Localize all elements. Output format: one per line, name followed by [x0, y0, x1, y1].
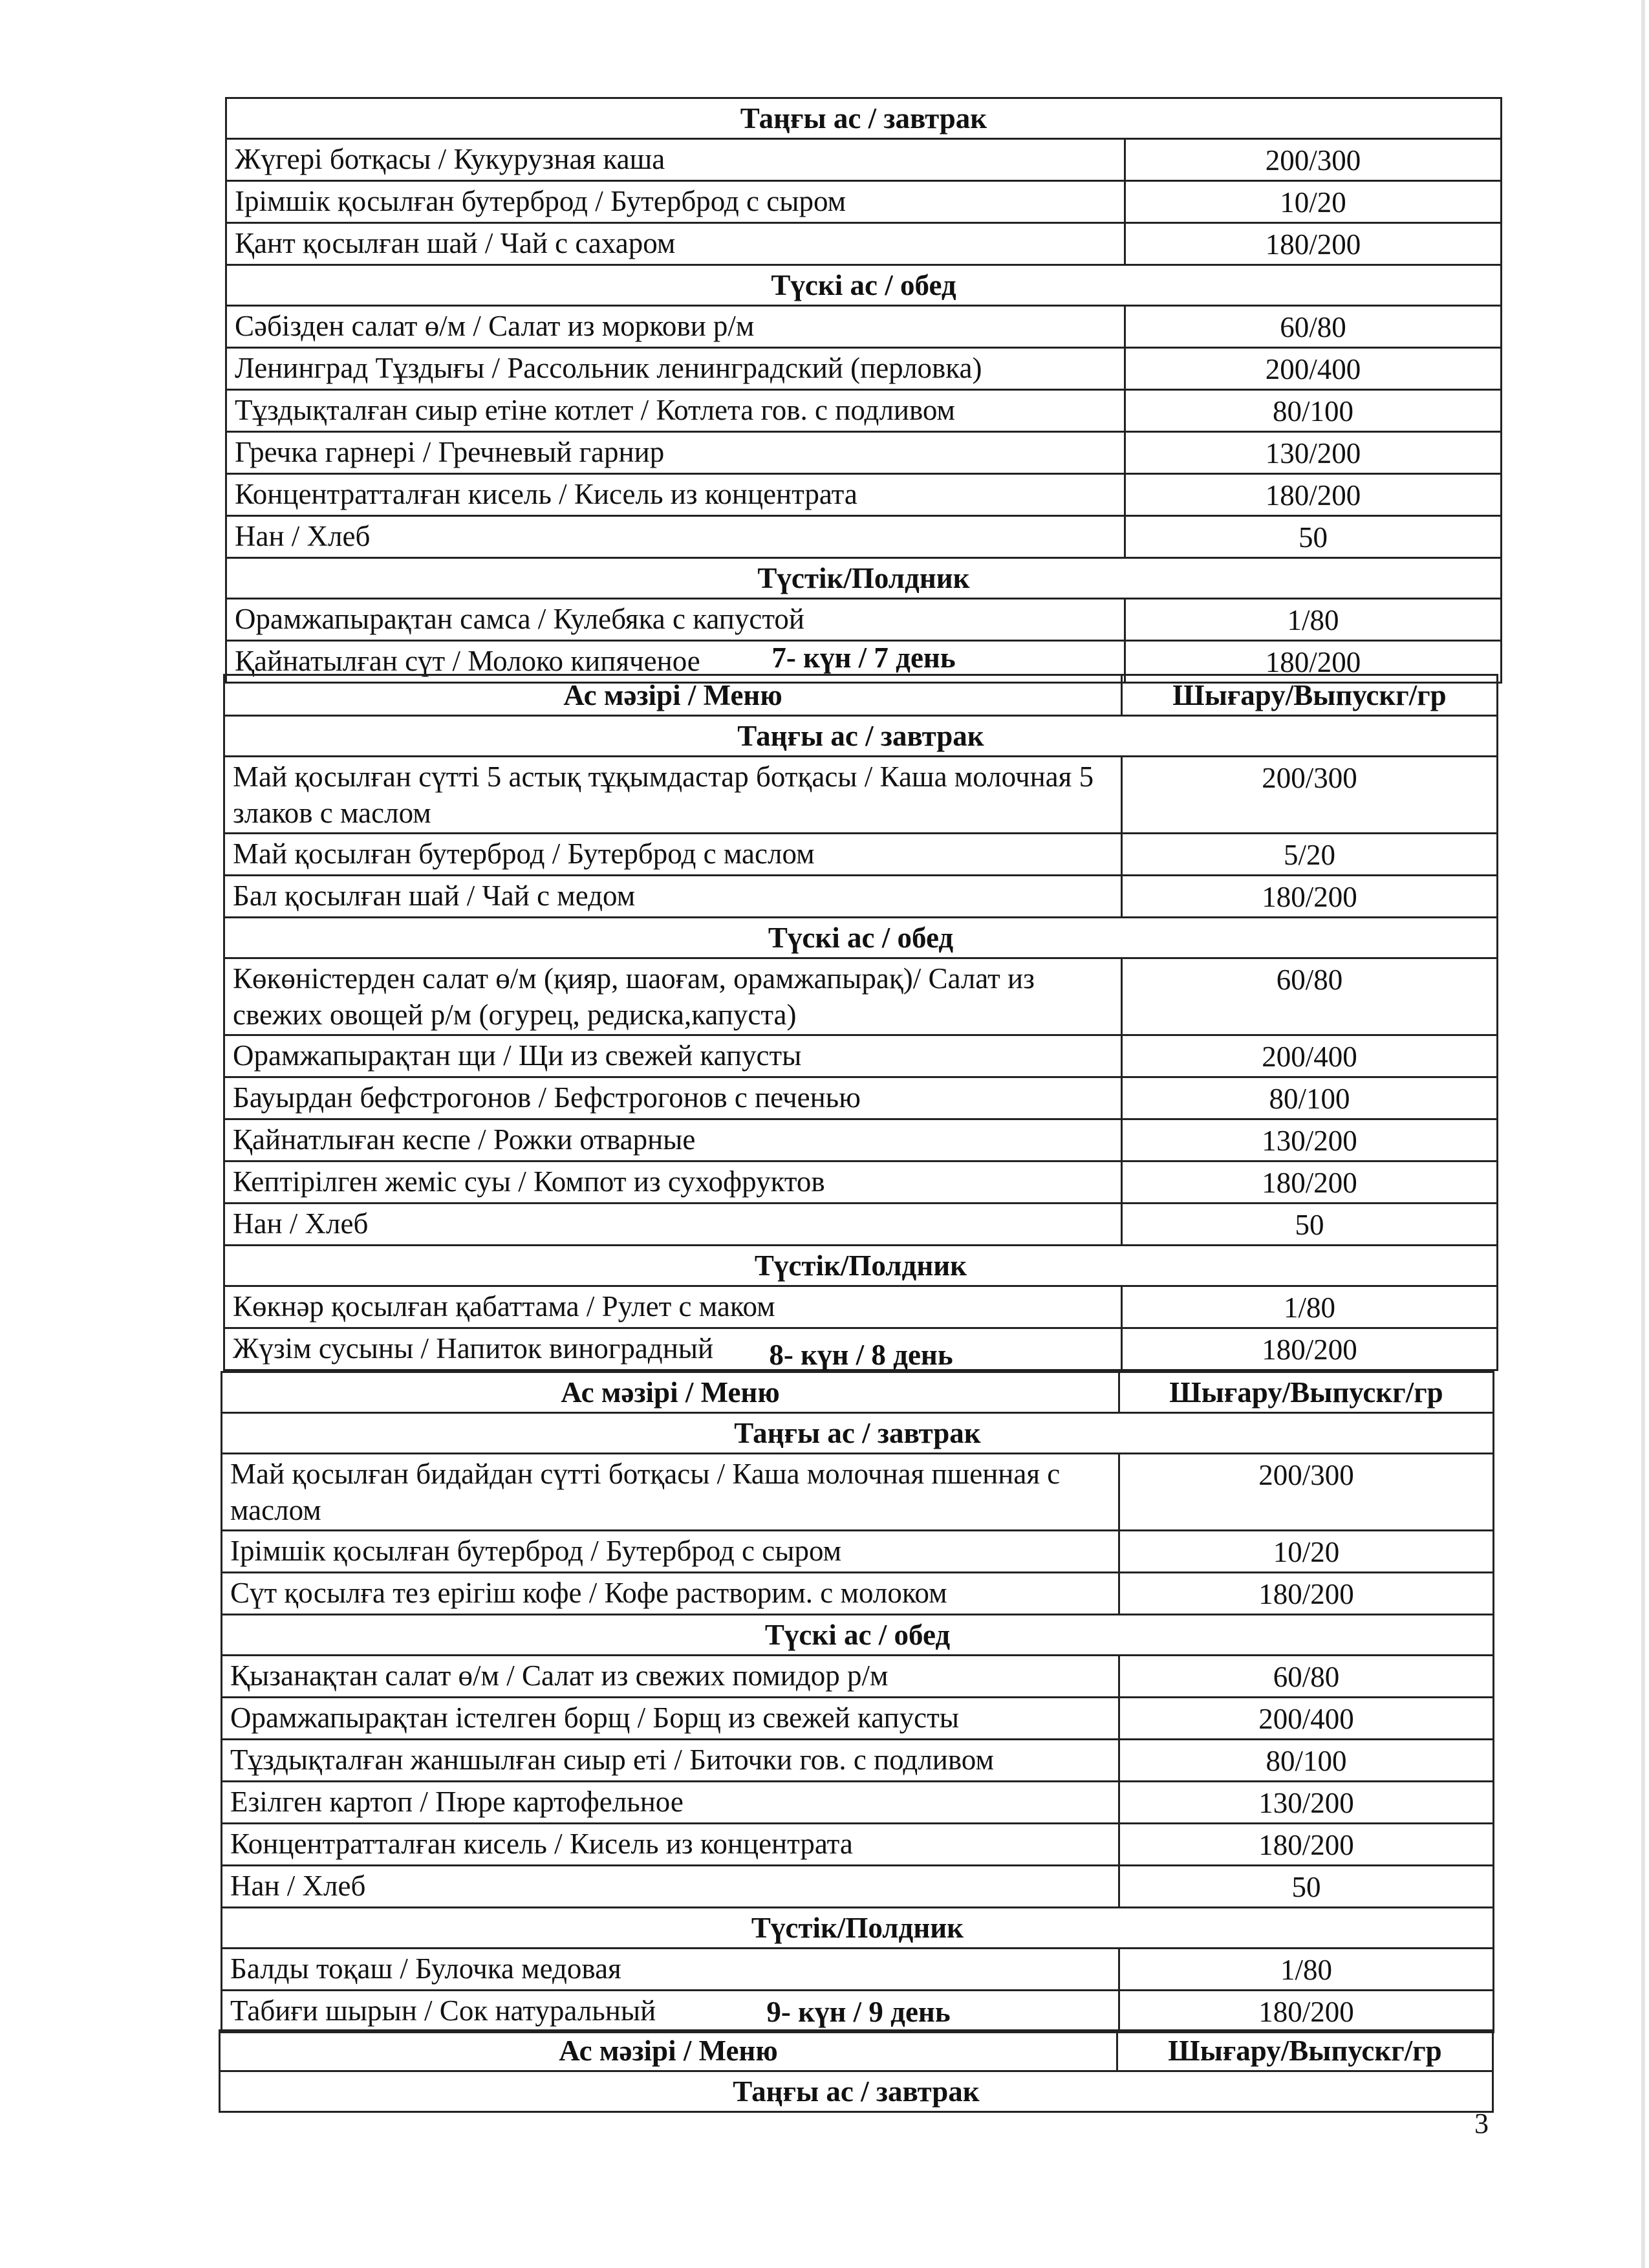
dish-name: Қайнатылған сүт / Молоко кипяченое	[226, 641, 1125, 683]
portion-amount: 50	[1119, 1866, 1494, 1908]
table-row	[222, 1949, 1494, 1991]
menu-table-continued	[225, 97, 1502, 684]
table-row	[226, 516, 1502, 558]
table-row	[224, 1161, 1498, 1204]
portion-amount: 10/20	[1125, 181, 1502, 223]
portion-amount: 60/80	[1119, 1656, 1494, 1698]
table-row	[224, 757, 1498, 834]
dish-name: Орамжапырақтан щи / Щи из свежей капусты	[224, 1035, 1122, 1077]
table-row	[224, 834, 1498, 876]
meal-section-row	[224, 918, 1498, 958]
day-9-title: 9- күн / 9 день	[766, 1996, 951, 2028]
portion-amount: 50	[1122, 1204, 1498, 1246]
table-row	[224, 1035, 1498, 1077]
meal-section-row	[226, 265, 1502, 306]
table-row	[222, 1782, 1494, 1824]
menu-column-header: Ас мәзірі / Меню	[220, 2031, 1117, 2071]
table-row	[222, 1531, 1494, 1573]
meal-section-row	[222, 1413, 1494, 1454]
meal-section-row	[224, 716, 1498, 757]
dish-name: Сүт қосылға тез ерігіш кофе / Кофе растворим. с молоком	[222, 1573, 1119, 1615]
menu-table	[219, 2029, 1494, 2113]
portion-amount: 180/200	[1125, 474, 1502, 516]
day-8-title: 8- күн / 8 день	[769, 1339, 953, 1371]
portion-amount: 60/80	[1122, 958, 1498, 1035]
scan-edge-mark	[1641, 0, 1645, 2268]
table-row	[226, 432, 1502, 474]
meal-section-label: Түстік/Полдник	[226, 558, 1502, 599]
portion-amount: 130/200	[1119, 1782, 1494, 1824]
dish-name: Балды тоқаш / Булочка медовая	[222, 1949, 1119, 1991]
dish-name: Бал қосылған шай / Чай с медом	[224, 876, 1122, 918]
meal-section-row	[226, 98, 1502, 139]
output-column-header: Шығару/Выпускг/гр	[1122, 675, 1498, 716]
portion-amount: 180/200	[1119, 1991, 1494, 2033]
meal-section-label: Түскі ас / обед	[224, 918, 1498, 958]
portion-amount: 50	[1125, 516, 1502, 558]
table-header-row	[224, 675, 1498, 716]
table-row	[226, 139, 1502, 181]
page-number: 3	[1474, 2108, 1489, 2139]
dish-name: Концентратталған кисель / Кисель из концентрата	[222, 1824, 1119, 1866]
table-header-row	[222, 1372, 1494, 1413]
portion-amount: 1/80	[1125, 599, 1502, 641]
table-row	[224, 958, 1498, 1035]
dish-name: Қызанақтан салат ө/м / Салат из свежих помидор р/м	[222, 1656, 1119, 1698]
portion-amount: 1/80	[1122, 1286, 1498, 1328]
table-row	[222, 1740, 1494, 1782]
portion-amount: 130/200	[1122, 1119, 1498, 1161]
table-header-row	[220, 2031, 1493, 2071]
portion-amount: 10/20	[1119, 1531, 1494, 1573]
meal-section-row	[226, 558, 1502, 599]
menu-column-header: Ас мәзірі / Меню	[222, 1372, 1119, 1413]
dish-name: Табиғи шырын / Сок натуральный	[222, 1991, 1119, 2033]
table-row	[226, 348, 1502, 390]
meal-section-label: Таңғы ас / завтрак	[226, 98, 1502, 139]
portion-amount: 80/100	[1125, 390, 1502, 432]
meal-section-label: Таңғы ас / завтрак	[220, 2071, 1493, 2112]
portion-amount: 80/100	[1122, 1077, 1498, 1119]
dish-name: Бауырдан бефстрогонов / Бефстрогонов с печенью	[224, 1077, 1122, 1119]
portion-amount: 1/80	[1119, 1949, 1494, 1991]
portion-amount: 180/200	[1122, 876, 1498, 918]
dish-name: Орамжапырақтан істелген борщ / Борщ из свежей капусты	[222, 1698, 1119, 1740]
table-row	[226, 223, 1502, 265]
table-row	[226, 390, 1502, 432]
dish-name: Ірімшік қосылған бутерброд / Бутерброд с сыром	[226, 181, 1125, 223]
portion-amount: 180/200	[1125, 641, 1502, 683]
portion-amount: 80/100	[1119, 1740, 1494, 1782]
menu-table	[223, 674, 1498, 1371]
day-7-menu	[223, 674, 1498, 1371]
dish-name: Жүзім сусыны / Напиток виноградный	[224, 1328, 1122, 1370]
table-row	[224, 1119, 1498, 1161]
table-row	[222, 1866, 1494, 1908]
output-column-header: Шығару/Выпускг/гр	[1117, 2031, 1493, 2071]
dish-name: Көкнәр қосылған қабаттама / Рулет с маком	[224, 1286, 1122, 1328]
table-row	[224, 1286, 1498, 1328]
table-row	[222, 1824, 1494, 1866]
portion-amount: 200/400	[1122, 1035, 1498, 1077]
portion-amount: 200/300	[1125, 139, 1502, 181]
dish-name: Ірімшік қосылған бутерброд / Бутерброд с сыром	[222, 1531, 1119, 1573]
dish-name: Нан / Хлеб	[224, 1204, 1122, 1246]
dish-name: Май қосылған бутерброд / Бутерброд с маслом	[224, 834, 1122, 876]
dish-name: Орамжапырақтан самса / Кулебяка с капустой	[226, 599, 1125, 641]
dish-name: Көкөністерден салат ө/м (қияр, шаоғам, орамжапырақ)/ Салат из свежих овощей р/м (огурец, редиска,капуста)	[224, 958, 1122, 1035]
table-row	[222, 1656, 1494, 1698]
dish-name: Жүгері ботқасы / Кукурузная каша	[226, 139, 1125, 181]
table-row	[226, 599, 1502, 641]
portion-amount: 60/80	[1125, 306, 1502, 348]
meal-section-label: Түстік/Полдник	[224, 1246, 1498, 1286]
meal-section-label: Түскі ас / обед	[226, 265, 1502, 306]
dish-name: Сәбізден салат ө/м / Салат из моркови р/м	[226, 306, 1125, 348]
portion-amount: 180/200	[1119, 1824, 1494, 1866]
table-row	[226, 181, 1502, 223]
portion-amount: 180/200	[1119, 1573, 1494, 1615]
dish-name: Нан / Хлеб	[222, 1866, 1119, 1908]
menu-column-header: Ас мәзірі / Меню	[224, 675, 1122, 716]
meal-section-row	[222, 1908, 1494, 1949]
dish-name: Ленинград Тұздығы / Рассольник ленинградский (перловка)	[226, 348, 1125, 390]
portion-amount: 130/200	[1125, 432, 1502, 474]
table-row	[222, 1454, 1494, 1531]
meal-section-label: Таңғы ас / завтрак	[222, 1413, 1494, 1454]
dish-name: Нан / Хлеб	[226, 516, 1125, 558]
dish-name: Кептірілген жеміс суы / Компот из сухофруктов	[224, 1161, 1122, 1204]
meal-section-label: Түстік/Полдник	[222, 1908, 1494, 1949]
portion-amount: 5/20	[1122, 834, 1498, 876]
dish-name: Қант қосылған шай / Чай с сахаром	[226, 223, 1125, 265]
dish-name: Концентратталған кисель / Кисель из концентрата	[226, 474, 1125, 516]
dish-name: Тұздықталған жаншылған сиыр еті / Биточки гов. с подливом	[222, 1740, 1119, 1782]
meal-section-row	[224, 1246, 1498, 1286]
portion-amount: 200/300	[1122, 757, 1498, 834]
portion-amount: 200/400	[1119, 1698, 1494, 1740]
day-8-menu	[221, 1371, 1494, 2033]
dish-name: Май қосылған бидайдан сүтті ботқасы / Каша молочная пшенная с маслом	[222, 1454, 1119, 1531]
table-row	[224, 1077, 1498, 1119]
dish-name: Гречка гарнері / Гречневый гарнир	[226, 432, 1125, 474]
portion-amount: 180/200	[1122, 1161, 1498, 1204]
table-row	[226, 474, 1502, 516]
portion-amount: 200/400	[1125, 348, 1502, 390]
portion-amount: 180/200	[1122, 1328, 1498, 1370]
portion-amount: 180/200	[1125, 223, 1502, 265]
dish-name: Қайнатлыған кеспе / Рожки отварные	[224, 1119, 1122, 1161]
table-row	[222, 1573, 1494, 1615]
meal-section-row	[220, 2071, 1493, 2112]
day-9-menu	[219, 2029, 1494, 2113]
menu-table	[225, 97, 1502, 684]
meal-section-row	[222, 1615, 1494, 1656]
table-row	[222, 1698, 1494, 1740]
portion-amount: 200/300	[1119, 1454, 1494, 1531]
output-column-header: Шығару/Выпускг/гр	[1119, 1372, 1494, 1413]
dish-name: Езілген картоп / Пюре картофельное	[222, 1782, 1119, 1824]
meal-section-label: Түскі ас / обед	[222, 1615, 1494, 1656]
table-row	[224, 876, 1498, 918]
table-row	[226, 306, 1502, 348]
menu-table	[221, 1371, 1494, 2033]
dish-name: Май қосылған сүтті 5 астық тұқымдастар ботқасы / Каша молочная 5 злаков с маслом	[224, 757, 1122, 834]
meal-section-label: Таңғы ас / завтрак	[224, 716, 1498, 757]
table-row	[224, 1204, 1498, 1246]
day-7-title: 7- күн / 7 день	[771, 642, 956, 674]
dish-name: Тұздықталған сиыр етіне котлет / Котлета гов. с подливом	[226, 390, 1125, 432]
